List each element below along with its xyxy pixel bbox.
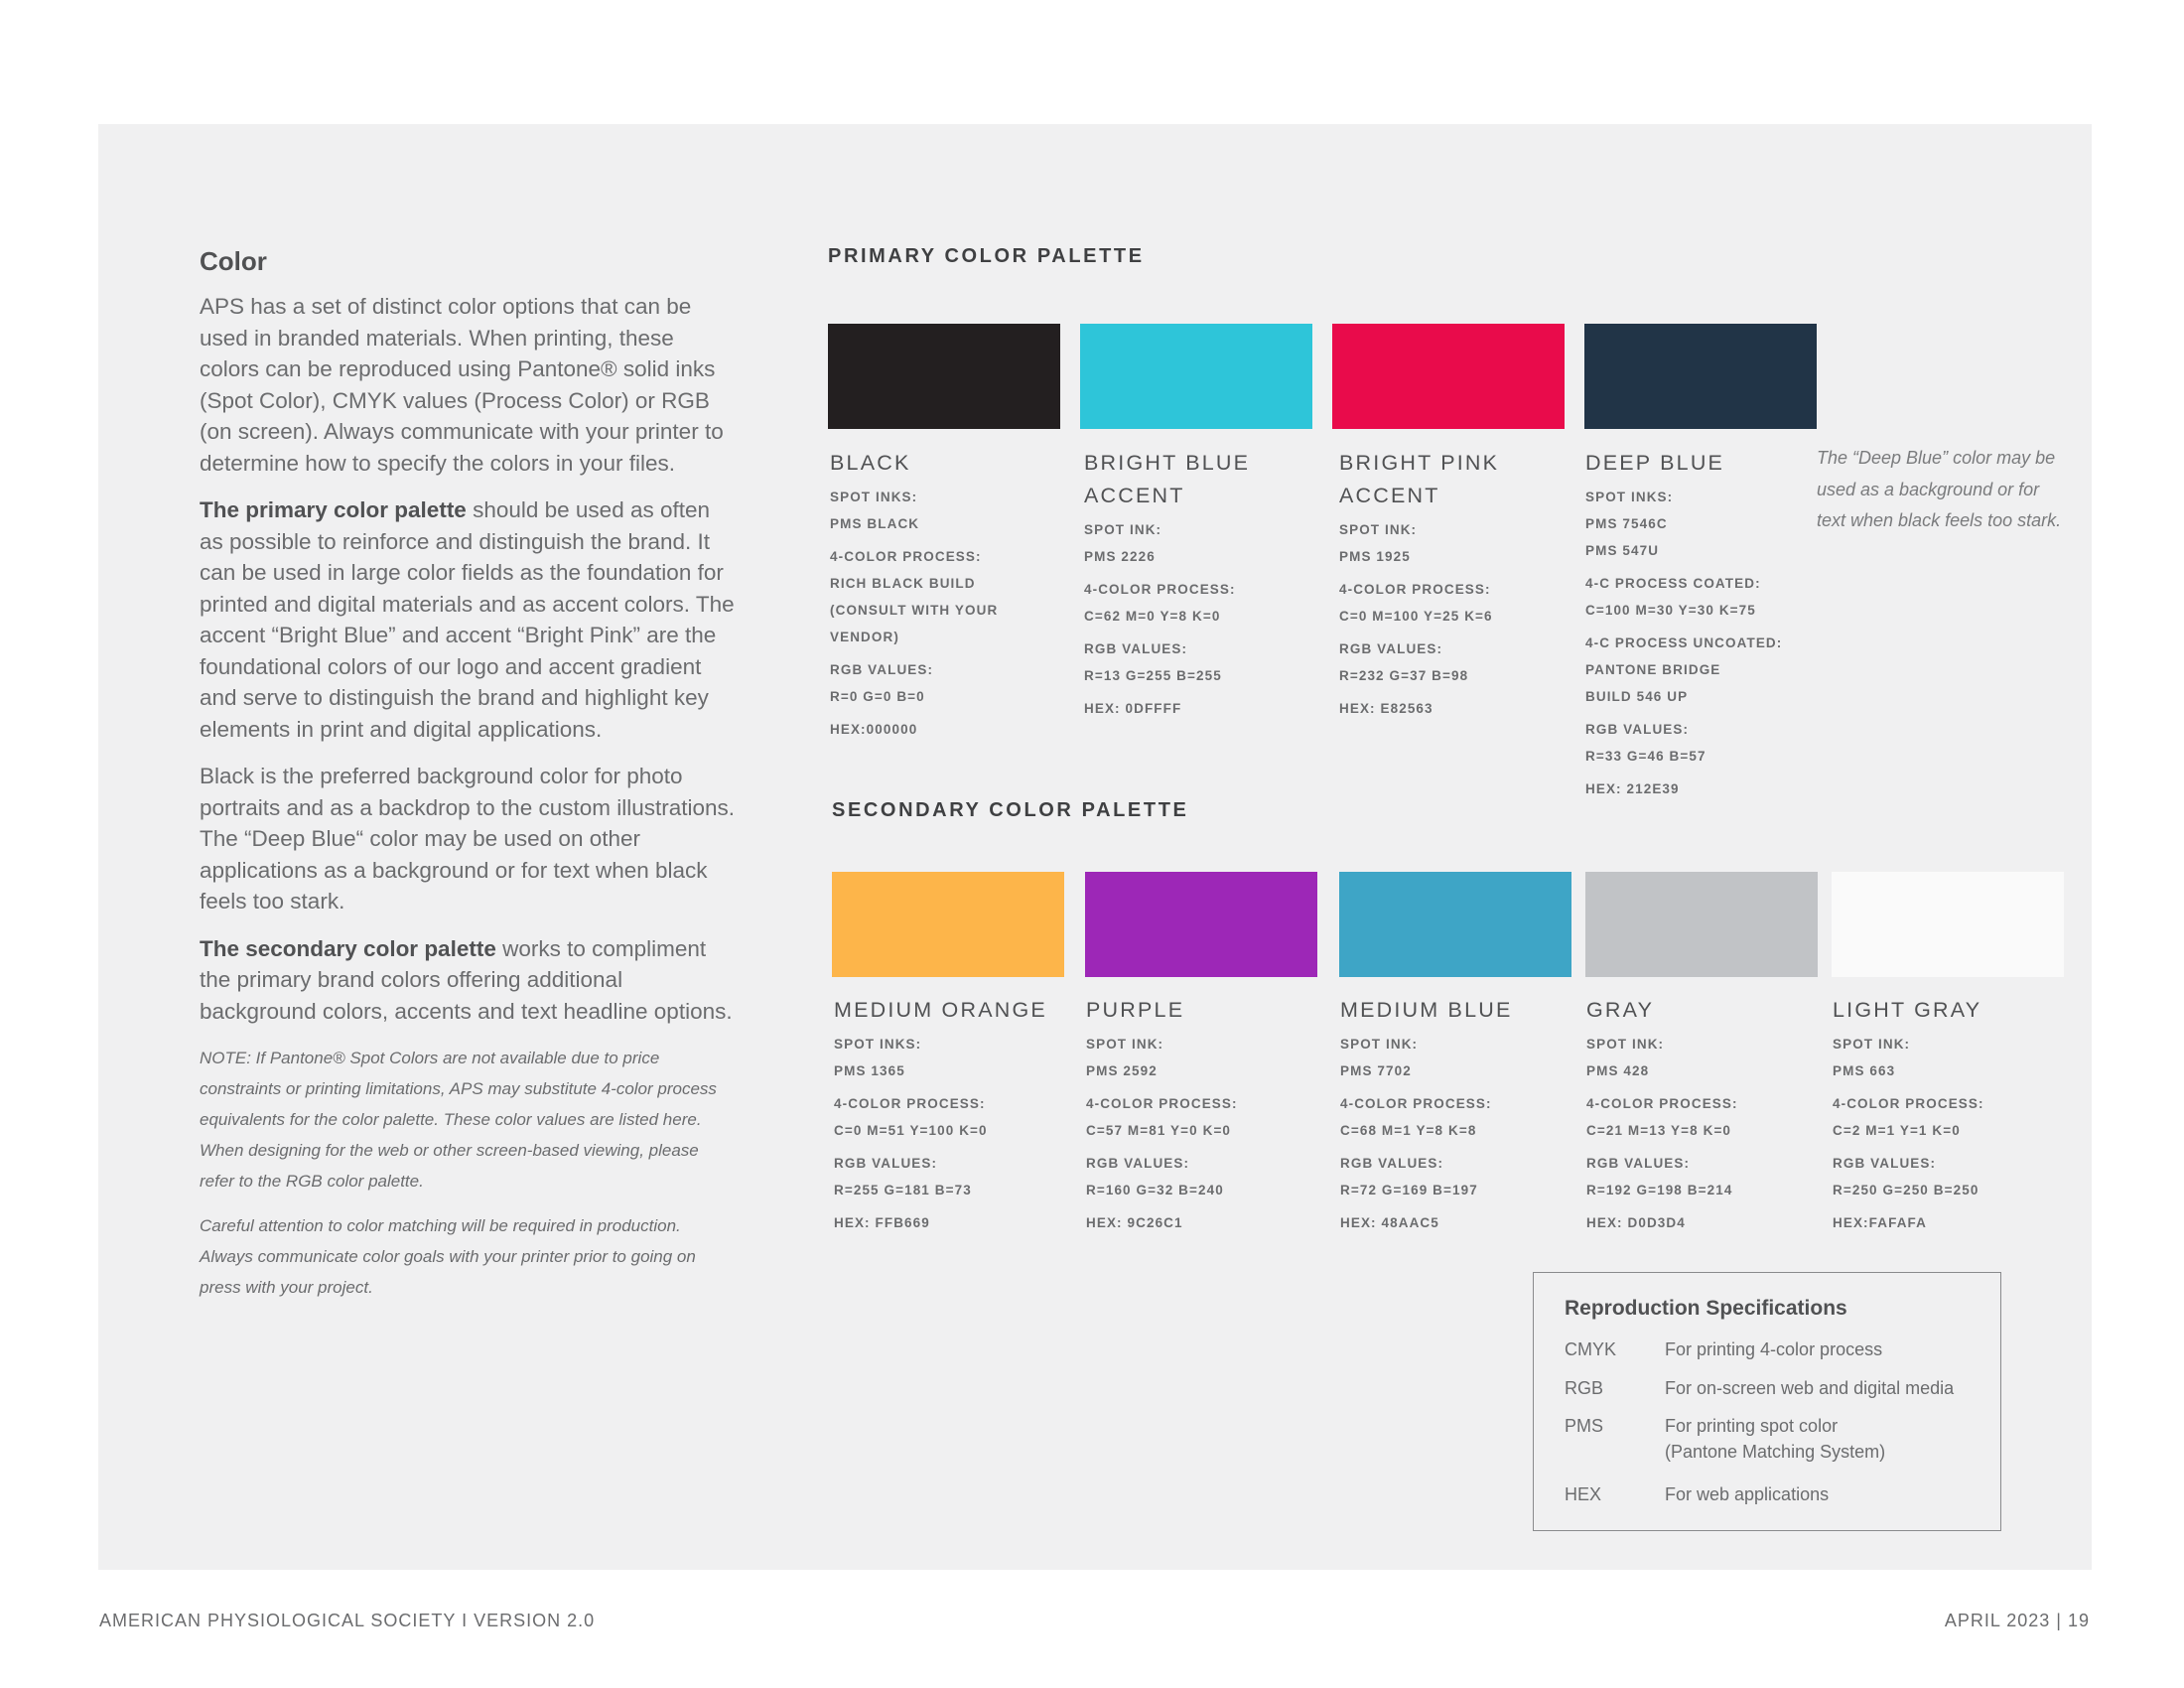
color-name: MEDIUM BLUE xyxy=(1340,998,1513,1022)
spec-group xyxy=(1585,775,1824,802)
spec-label: 4-C PROCESS COATED: xyxy=(1585,576,1761,591)
spec-group xyxy=(1833,1090,2071,1144)
spec-label: SPOT INK: xyxy=(1833,1037,1911,1052)
reproduction-specs-box xyxy=(1533,1272,2001,1531)
intro-paragraph: APS has a set of distinct color options that can be used in branded materials. When printing, these colors can be reproduced using Pantone® solid inks (Spot Color), CMYK values (Process Color) or RGB (on screen). Always communicate with your printer to determine how to specify the colors in your files. xyxy=(200,294,724,476)
color-name: BRIGHT PINK ACCENT xyxy=(1339,451,1500,507)
color-info-deep-blue xyxy=(1585,447,1824,808)
swatch-gray xyxy=(1585,872,1818,977)
spec-value: C=57 M=81 Y=0 K=0 xyxy=(1086,1123,1232,1138)
spec-group xyxy=(1833,1031,2071,1084)
spec-value: C=0 M=51 Y=100 K=0 xyxy=(834,1123,988,1138)
color-info-medium-orange xyxy=(834,994,1072,1242)
secondary-palette-text: works to compliment the primary brand colors offering additional background colors, accents and text headline options. xyxy=(200,935,733,1024)
spec-group xyxy=(1585,484,1824,564)
spec-label: 4-COLOR PROCESS: xyxy=(830,549,982,564)
spec-label: RGB VALUES: xyxy=(1084,641,1188,656)
spec-value: PMS 1365 xyxy=(834,1063,905,1078)
secondary-palette-title: SECONDARY COLOR PALETTE xyxy=(832,799,1189,821)
color-info-purple xyxy=(1086,994,1324,1242)
spec-value: R=250 G=250 B=250 xyxy=(1833,1183,1979,1197)
spec-label: 4-COLOR PROCESS: xyxy=(1086,1096,1238,1111)
spec-group xyxy=(1585,630,1824,710)
swatch-medium-blue xyxy=(1339,872,1571,977)
spec-value: VENDOR) xyxy=(830,630,899,644)
spec-value: C=0 M=100 Y=25 K=6 xyxy=(1339,609,1493,624)
spec-label: RGB VALUES: xyxy=(1833,1156,1937,1171)
spec-value: PMS 7702 xyxy=(1340,1063,1412,1078)
color-info-black xyxy=(830,447,1068,749)
spec-group xyxy=(1340,1209,1578,1236)
spec-value: C=68 M=1 Y=8 K=8 xyxy=(1340,1123,1477,1138)
spec-label: 4-COLOR PROCESS: xyxy=(1833,1096,1984,1111)
spec-value: R=160 G=32 B=240 xyxy=(1086,1183,1224,1197)
spec-group xyxy=(1086,1031,1324,1084)
repro-value: For web applications xyxy=(1665,1484,1830,1504)
spec-label: 4-COLOR PROCESS: xyxy=(834,1096,986,1111)
color-info-medium-blue xyxy=(1340,994,1578,1242)
spec-value: PMS BLACK xyxy=(830,516,920,531)
spec-label: 4-C PROCESS UNCOATED: xyxy=(1585,635,1783,650)
spec-value: C=100 M=30 Y=30 K=75 xyxy=(1585,603,1756,618)
spec-group xyxy=(1340,1150,1578,1203)
spec-group xyxy=(1586,1209,1825,1236)
spec-value: HEX: 48AAC5 xyxy=(1340,1215,1439,1230)
spec-value: HEX:FAFAFA xyxy=(1833,1215,1928,1230)
repro-key: CMYK xyxy=(1565,1339,1617,1359)
color-name: DEEP BLUE xyxy=(1585,451,1725,475)
primary-palette-paragraph xyxy=(200,494,736,745)
spec-group xyxy=(1086,1209,1324,1236)
secondary-palette-lead: The secondary color palette xyxy=(200,935,496,961)
swatch-medium-orange xyxy=(832,872,1064,977)
spec-group xyxy=(1339,576,1577,630)
spec-group xyxy=(1339,635,1577,689)
spec-value: C=62 M=0 Y=8 K=0 xyxy=(1084,609,1221,624)
spec-label: SPOT INKS: xyxy=(830,490,918,504)
spec-group xyxy=(1084,695,1322,722)
color-info-light-gray xyxy=(1833,994,2071,1242)
color-name: GRAY xyxy=(1586,998,1655,1022)
spec-label: 4-COLOR PROCESS: xyxy=(1586,1096,1738,1111)
spec-label: RGB VALUES: xyxy=(1086,1156,1190,1171)
spec-group xyxy=(834,1150,1072,1203)
spec-group xyxy=(1833,1209,2071,1236)
pantone-note: NOTE: If Pantone® Spot Colors are not available due to price constraints or printing limitations, APS may substitute 4-color process equivalents for the color palette. These color values are listed here. When designing for the web or other screen-based viewing, please refer to the RGB color palette. xyxy=(200,1049,717,1191)
spec-label: 4-COLOR PROCESS: xyxy=(1339,582,1491,597)
color-info-bright-pink xyxy=(1339,447,1577,728)
footer-organization: AMERICAN PHYSIOLOGICAL SOCIETY I VERSION 2.0 xyxy=(99,1611,596,1630)
spec-value: C=2 M=1 Y=1 K=0 xyxy=(1833,1123,1961,1138)
spec-group xyxy=(1084,576,1322,630)
spec-label: SPOT INK: xyxy=(1086,1037,1164,1052)
spec-group xyxy=(1585,570,1824,624)
repro-key: PMS xyxy=(1565,1416,1604,1436)
color-name: BLACK xyxy=(830,451,911,475)
spec-group xyxy=(830,656,1068,710)
spec-value: HEX: 0DFFFF xyxy=(1084,701,1182,716)
repro-key: HEX xyxy=(1565,1484,1602,1504)
spec-label: SPOT INK: xyxy=(1339,522,1418,537)
spec-value: HEX:000000 xyxy=(830,722,918,737)
spec-value: PANTONE BRIDGE xyxy=(1585,662,1721,677)
spec-label: RGB VALUES: xyxy=(1585,722,1690,737)
primary-palette-lead: The primary color palette xyxy=(200,497,467,522)
spec-group xyxy=(1340,1090,1578,1144)
swatch-light-gray xyxy=(1832,872,2064,977)
spec-group xyxy=(830,484,1068,537)
footer-date-page: APRIL 2023 | 19 xyxy=(1944,1611,2090,1630)
spec-group xyxy=(1339,516,1577,570)
color-name: PURPLE xyxy=(1086,998,1185,1022)
spec-label: SPOT INK: xyxy=(1586,1037,1665,1052)
spec-group xyxy=(830,543,1068,650)
swatch-bright-blue xyxy=(1080,324,1312,429)
color-name: MEDIUM ORANGE xyxy=(834,998,1047,1022)
spec-group xyxy=(1586,1090,1825,1144)
spec-label: SPOT INK: xyxy=(1340,1037,1419,1052)
color-name: LIGHT GRAY xyxy=(1833,998,1982,1022)
spec-group xyxy=(1086,1090,1324,1144)
spec-label: SPOT INKS: xyxy=(1585,490,1674,504)
primary-palette-text: should be used as often as possible to reinforce and distinguish the brand. It can be used in large color fields as the foundation for printed and digital materials and as accent colors. The accent “Bright Blue” and accent “Bright Pink” are the foundational colors of our logo and accent gradient and serve to distinguish the brand and highlight key elements in print and digital applications. xyxy=(200,497,735,742)
spec-label: RGB VALUES: xyxy=(834,1156,938,1171)
spec-value: PMS 7546C xyxy=(1585,516,1668,531)
spec-value: PMS 2592 xyxy=(1086,1063,1158,1078)
spec-group xyxy=(834,1209,1072,1236)
spec-value: PMS 663 xyxy=(1833,1063,1896,1078)
spec-group xyxy=(1586,1150,1825,1203)
section-heading: Color xyxy=(200,246,267,276)
spec-group xyxy=(1586,1031,1825,1084)
spec-value: R=192 G=198 B=214 xyxy=(1586,1183,1733,1197)
spec-label: SPOT INK: xyxy=(1084,522,1162,537)
spec-group xyxy=(830,716,1068,743)
swatch-bright-pink xyxy=(1332,324,1565,429)
repro-value: For printing 4-color process xyxy=(1665,1339,1883,1359)
spec-value: PMS 547U xyxy=(1585,543,1660,558)
spec-group xyxy=(1084,635,1322,689)
secondary-palette-paragraph xyxy=(200,933,736,1028)
spec-value: HEX: E82563 xyxy=(1339,701,1433,716)
spec-label: RGB VALUES: xyxy=(1586,1156,1691,1171)
spec-group xyxy=(1340,1031,1578,1084)
spec-value: R=255 G=181 B=73 xyxy=(834,1183,972,1197)
background-paragraph: Black is the preferred background color for photo portraits and as a backdrop to the custom illustrations. The “Deep Blue“ color may be used on other applications as a background or for text when black feels too stark. xyxy=(200,764,736,914)
spec-value: HEX: FFB669 xyxy=(834,1215,930,1230)
spec-label: 4-COLOR PROCESS: xyxy=(1084,582,1236,597)
spec-value: R=13 G=255 B=255 xyxy=(1084,668,1222,683)
spec-value: HEX: D0D3D4 xyxy=(1586,1215,1686,1230)
spec-value: R=72 G=169 B=197 xyxy=(1340,1183,1478,1197)
swatch-deep-blue xyxy=(1584,324,1817,429)
color-info-bright-blue xyxy=(1084,447,1322,728)
spec-label: RGB VALUES: xyxy=(1339,641,1443,656)
spec-value: HEX: 9C26C1 xyxy=(1086,1215,1183,1230)
spec-value: C=21 M=13 Y=8 K=0 xyxy=(1586,1123,1732,1138)
color-matching-note: Careful attention to color matching will be required in production. Always communicate color goals with your printer prior to going on press with your project. xyxy=(200,1216,696,1297)
spec-group xyxy=(1086,1150,1324,1203)
reproduction-specs-title: Reproduction Specifications xyxy=(1565,1297,1847,1320)
spec-group xyxy=(1339,695,1577,722)
spec-group xyxy=(834,1090,1072,1144)
spec-value: PMS 2226 xyxy=(1084,549,1156,564)
spec-value: R=232 G=37 B=98 xyxy=(1339,668,1469,683)
deep-blue-note: The “Deep Blue” color may be used as a background or for text when black feels too stark. xyxy=(1817,448,2062,530)
spec-group xyxy=(1585,716,1824,770)
spec-value: PMS 428 xyxy=(1586,1063,1650,1078)
spec-group xyxy=(834,1031,1072,1084)
spec-value: R=0 G=0 B=0 xyxy=(830,689,925,704)
spec-label: 4-COLOR PROCESS: xyxy=(1340,1096,1492,1111)
spec-label: RGB VALUES: xyxy=(830,662,934,677)
spec-value: HEX: 212E39 xyxy=(1585,781,1680,796)
spec-value: RICH BLACK BUILD xyxy=(830,576,976,591)
primary-palette-title: PRIMARY COLOR PALETTE xyxy=(828,245,1145,267)
repro-value: For on-screen web and digital media xyxy=(1665,1378,1955,1398)
spec-group xyxy=(1084,516,1322,570)
repro-value: For printing spot color (Pantone Matching System) xyxy=(1665,1416,1886,1462)
spec-value: PMS 1925 xyxy=(1339,549,1411,564)
color-info-gray xyxy=(1586,994,1825,1242)
spec-label: RGB VALUES: xyxy=(1340,1156,1444,1171)
spec-group xyxy=(1833,1150,2071,1203)
spec-label: SPOT INKS: xyxy=(834,1037,922,1052)
spec-value: R=33 G=46 B=57 xyxy=(1585,749,1706,764)
swatch-purple xyxy=(1085,872,1317,977)
spec-value: BUILD 546 UP xyxy=(1585,689,1689,704)
swatch-black xyxy=(828,324,1060,429)
color-name: BRIGHT BLUE ACCENT xyxy=(1084,451,1251,507)
repro-key: RGB xyxy=(1565,1378,1604,1398)
intro-column xyxy=(200,245,736,1317)
spec-value: (CONSULT WITH YOUR xyxy=(830,603,999,618)
